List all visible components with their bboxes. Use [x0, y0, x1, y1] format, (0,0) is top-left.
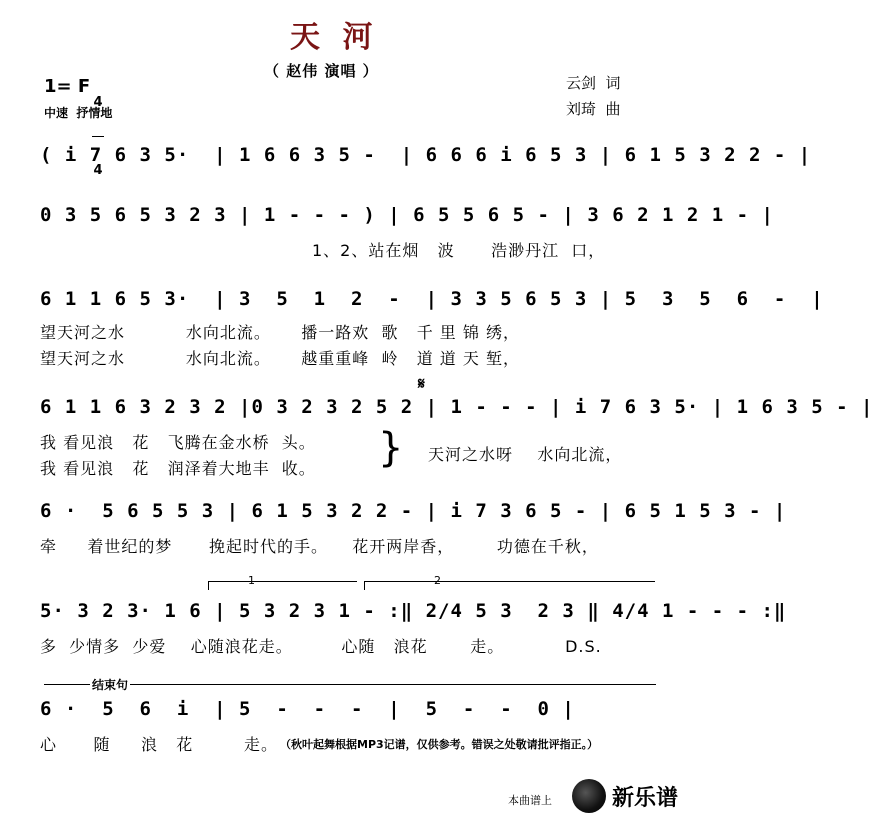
disc-logo-icon [572, 779, 606, 813]
site-logo-text: 新乐谱 [612, 786, 679, 811]
ending-bracket [44, 684, 656, 685]
lyric-row-2: 1、2、站在烟 波 浩渺丹江 口， [312, 241, 606, 260]
score-row-2: 0 3 5 6 5 3 2 3 | 1 - - - ) | 6 5 5 6 5 - | 3 6 2 1 2 1 - | [40, 204, 774, 226]
volta-bracket-2 [364, 581, 655, 590]
time-divider [92, 136, 104, 137]
score-row-4: 6 1 1 6 3 2 3 2 |0 3 2 3 2 5 2 | 1 - - - | i 7 6 3 5· | 1 6 3 5 - | [40, 396, 873, 418]
lyric-row-3-verse-1: 望天河之水 水向北流。 播一路欢 歌 千 里 锦 绣， [40, 323, 520, 342]
lyric-row-7-end: 走。 [244, 735, 279, 754]
segno-icon: 𝄋 [418, 374, 425, 393]
ending-label: 结束句 [92, 678, 129, 692]
volta-bracket-1 [208, 581, 357, 590]
time-denominator: 4 [93, 163, 103, 178]
score-row-7: 6 · 5 6 i | 5 - - - | 5 - - 0 | [40, 698, 575, 720]
verse-brace: } [378, 425, 404, 471]
time-signature [92, 70, 104, 190]
score-row-6: 5· 3 2 3· 1 6 | 5 3 2 3 1 - :‖ 2/4 5 3 2 3 ‖ 4/4 1 - - - :‖ [40, 600, 787, 622]
composer-credit: 刘琦 曲 [566, 100, 621, 118]
score-row-3: 6 1 1 6 5 3· | 3 5 1 2 - | 3 3 5 6 5 3 | 5 3 5 6 - | [40, 288, 824, 310]
lyric-row-6: 多 少情多 少爱 心随浪花走。 心随 浪花 走。 D.S. [40, 637, 602, 656]
volta-number-1: 1 [248, 574, 255, 587]
transcription-note: （秋叶起舞根据MP3记谱，仅供参考。错误之处敬请批评指正。） [280, 738, 599, 751]
key-signature: 1= F [44, 76, 91, 97]
lyric-row-5: 牵 着世纪的梦 挽起时代的手。 花开两岸香， 功德在千秋， [40, 537, 599, 556]
lyricist-credit: 云剑 词 [566, 74, 621, 92]
volta-number-2: 2 [434, 574, 441, 587]
lyric-row-7: 心 随 浪 花 [40, 735, 194, 754]
performer-line: （ 赵伟 演唱 ） [264, 62, 379, 80]
time-numerator: 4 [93, 95, 103, 110]
tempo-marking: 中速 抒情地 [44, 106, 113, 120]
lyric-row-4-chorus: 天河之水呀 水向北流， [428, 445, 623, 464]
lyric-row-4-verse-1: 我 看见浪 花 飞腾在金水桥 头。 [40, 433, 316, 452]
lyric-row-3-verse-2: 望天河之水 水向北流。 越重重峰 岭 道 道 天 堑， [40, 349, 520, 368]
song-title: 天 河 [290, 20, 379, 55]
source-label: 本曲谱上 [508, 794, 552, 807]
lyric-row-4-verse-2: 我 看见浪 花 润泽着大地丰 收。 [40, 459, 316, 478]
score-row-1: ( i 7 6 3 5· | 1 6 6 3 5 - | 6 6 6 i 6 5 3 | 6 1 5 3 2 2 - | [40, 144, 812, 166]
score-row-5: 6 · 5 6 5 5 3 | 6 1 5 3 2 2 - | i 7 3 6 5 - | 6 5 1 5 3 - | [40, 500, 787, 522]
